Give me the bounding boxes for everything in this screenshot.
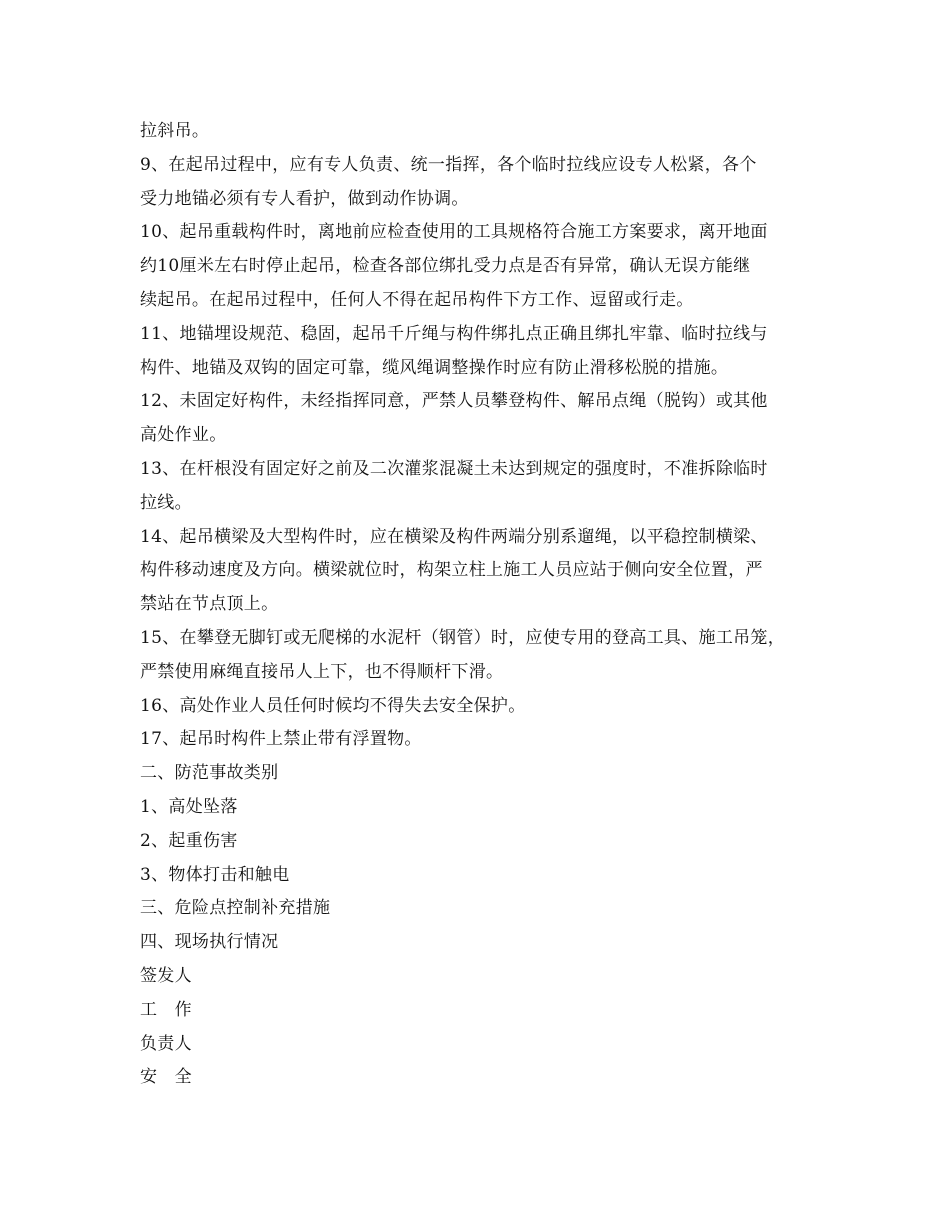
section-heading: 二、防范事故类别: [140, 763, 279, 784]
list-item: 2、起重伤害: [140, 830, 238, 851]
signature-label: 负责人: [140, 1033, 192, 1054]
document-body: [140, 115, 840, 1095]
signature-label: 安 全: [140, 1067, 192, 1088]
text-line: 高处作业。: [140, 425, 227, 446]
text-line: 拉线。: [140, 492, 192, 513]
text-line: 9、在起吊过程中，应有专人负责、统一指挥，各个临时拉线应设专人松紧，各个: [140, 154, 757, 175]
list-item: 3、物体打击和触电: [140, 864, 290, 885]
text-line: 14、起吊横梁及大型构件时，应在横梁及构件两端分别系遛绳，以平稳控制横梁、: [140, 526, 768, 547]
text-line: 构件、地锚及双钩的固定可靠，缆风绳调整操作时应有防止滑移松脱的措施。: [140, 357, 729, 378]
text-line: 续起吊。在起吊过程中，任何人不得在起吊构件下方工作、逗留或行走。: [140, 289, 694, 310]
text-line: 16、高处作业人员任何时候均不得失去安全保护。: [140, 695, 526, 716]
text-line: 10、起吊重载构件时，离地前应检查使用的工具规格符合施工方案要求，离开地面: [140, 222, 768, 243]
text-line: 15、在攀登无脚钉或无爬梯的水泥杆（钢管）时，应使专用的登高工具、施工吊笼，: [140, 627, 786, 648]
text-line: 12、未固定好构件，未经指挥同意，严禁人员攀登构件、解吊点绳（脱钩）或其他: [140, 391, 768, 412]
text-line: 17、起吊时构件上禁止带有浮置物。: [140, 729, 422, 750]
text-line: 11、地锚埋设规范、稳固，起吊千斤绳与构件绑扎点正确且绑扎牢靠、临时拉线与: [140, 323, 768, 344]
signature-label: 签发人: [140, 965, 192, 986]
section-heading: 四、现场执行情况: [140, 932, 279, 953]
text-line: 受力地锚必须有专人看护，做到动作协调。: [140, 188, 469, 209]
text-line: 构件移动速度及方向。横梁就位时，构架立柱上施工人员应站于侧向安全位置，严: [140, 560, 763, 581]
signature-label: 工 作: [140, 999, 192, 1020]
text-line: 约10厘米左右时停止起吊，检查各部位绑扎受力点是否有异常，确认无误方能继: [140, 256, 751, 277]
text-line: 拉斜吊。: [140, 121, 210, 141]
section-heading: 三、危险点控制补充措施: [140, 898, 331, 919]
text-line: 禁站在节点顶上。: [140, 594, 279, 615]
text-line: 13、在杆根没有固定好之前及二次灌浆混凝土未达到规定的强度时，不准拆除临时: [140, 458, 768, 479]
text-line: 严禁使用麻绳直接吊人上下，也不得顺杆下滑。: [140, 661, 504, 682]
list-item: 1、高处坠落: [140, 796, 238, 817]
